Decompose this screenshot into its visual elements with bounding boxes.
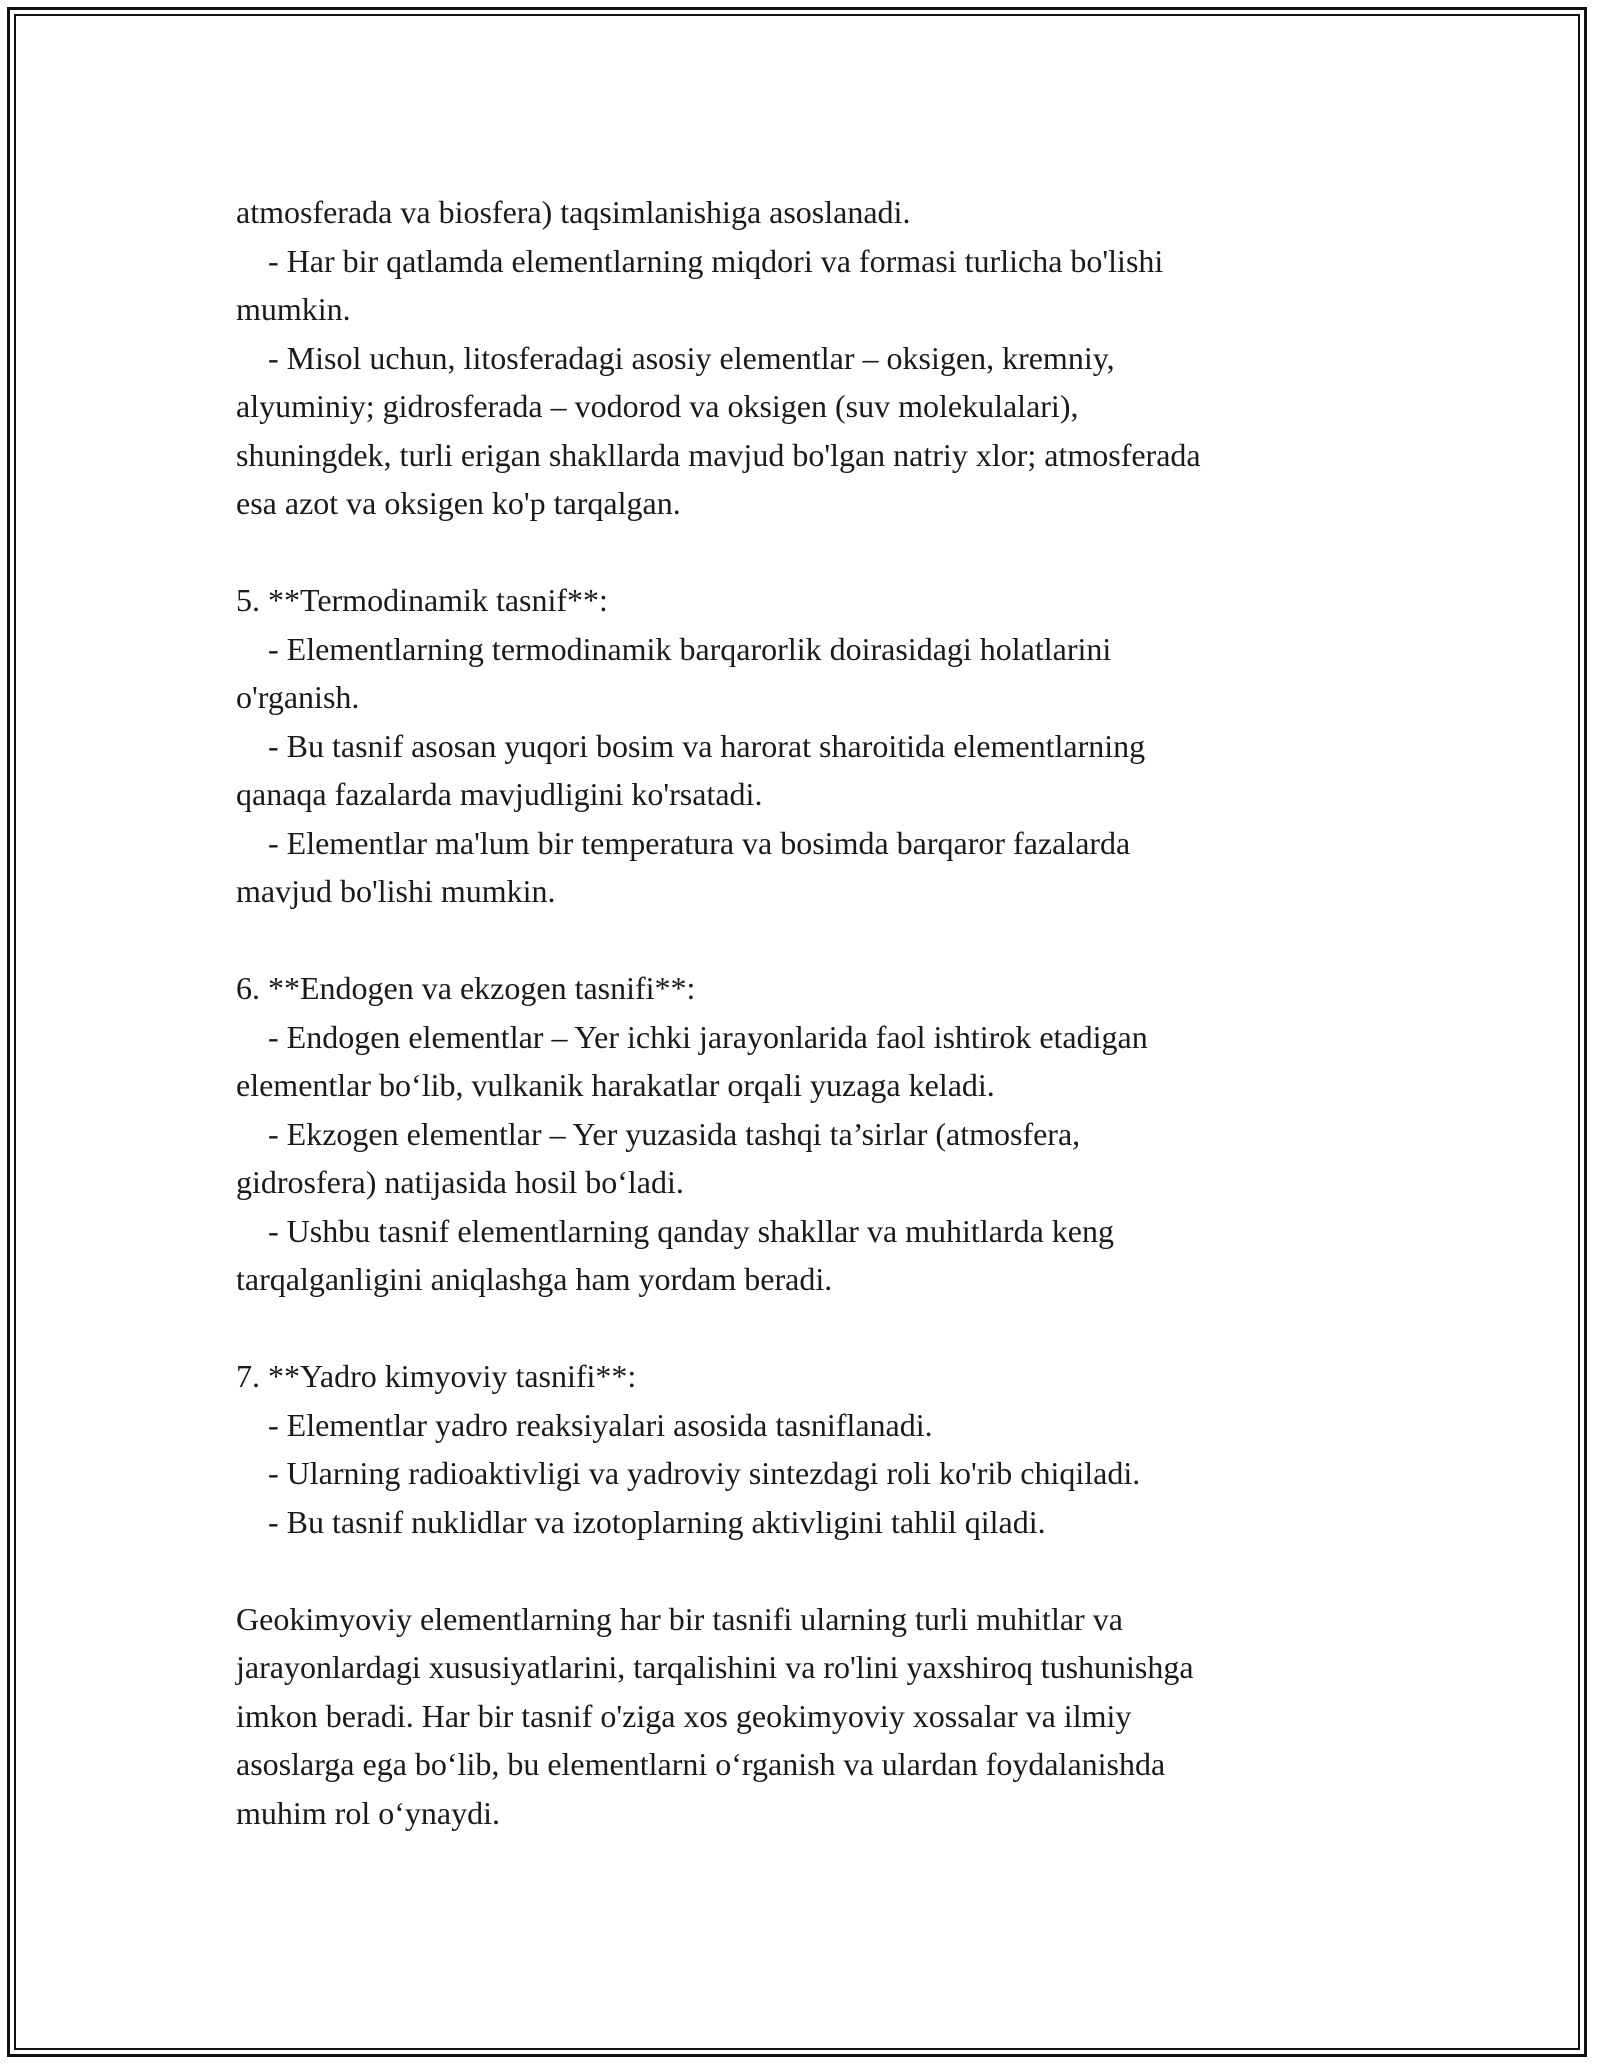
text-line: gidrosfera) natijasida hosil bo‘ladi. — [236, 1164, 684, 1200]
text-line: - Ularning radioaktivligi va yadroviy sintezdagi roli ko'rib chiqiladi. — [236, 1455, 1141, 1491]
document-body — [236, 188, 1366, 1837]
text-line: qanaqa fazalarda mavjudligini ko'rsatadi. — [236, 776, 763, 812]
text-line: - Bu tasnif nuklidlar va izotoplarning aktivligini tahlil qiladi. — [236, 1503, 1046, 1540]
text-line: tarqalganligini aniqlashga ham yordam beradi. — [236, 1261, 833, 1297]
blank-line — [236, 1304, 1366, 1353]
text-line: imkon beradi. Har bir tasnif o'ziga xos geokimyoviy xossalar va ilmiy — [236, 1697, 1132, 1734]
text-line: mavjud bo'lishi mumkin. — [236, 873, 556, 909]
text-line: muhim rol o‘ynaydi. — [236, 1794, 500, 1831]
text-line: 6. **Endogen va ekzogen tasnifi**: — [236, 970, 696, 1006]
blank-line — [236, 528, 1366, 577]
text-line: - Misol uchun, litosferadagi asosiy elementlar – oksigen, kremniy, — [236, 339, 1115, 376]
text-line: o'rganish. — [236, 679, 360, 715]
text-line: 7. **Yadro kimyoviy tasnifi**: — [236, 1358, 637, 1394]
text-line: - Endogen elementlar – Yer ichki jarayonlarida faol ishtirok etadigan — [236, 1018, 1148, 1055]
text-line: - Elementlar yadro reaksiyalari asosida tasniflanadi. — [236, 1406, 933, 1443]
text-line: asoslarga ega bo‘lib, bu elementlarni o‘rganish va ulardan foydalanishda — [236, 1746, 1166, 1782]
blank-line — [236, 916, 1366, 965]
text-line: 5. **Termodinamik tasnif**: — [236, 582, 608, 618]
text-line: - Elementlarning termodinamik barqarorlik doirasidagi holatlarini — [236, 630, 1112, 667]
text-line: - Ekzogen elementlar – Yer yuzasida tashqi ta’sirlar (atmosfera, — [236, 1115, 1081, 1152]
text-line: alyuminiy; gidrosferada – vodorod va oksigen (suv molekulalari), — [236, 388, 1079, 424]
text-line: atmosferada va biosfera) taqsimlanishiga asoslanadi. — [236, 194, 911, 230]
text-line: jarayonlardagi xususiyatlarini, tarqalishini va ro'lini yaxshiroq tushunishga — [236, 1649, 1194, 1685]
blank-line — [236, 1546, 1366, 1595]
text-line: esa azot va oksigen ko'p tarqalgan. — [236, 485, 681, 521]
text-line: - Ushbu tasnif elementlarning qanday shakllar va muhitlarda keng — [236, 1212, 1114, 1249]
text-line: Geokimyoviy elementlarning har bir tasnifi ularning turli muhitlar va — [236, 1600, 1123, 1637]
text-line: mumkin. — [236, 291, 351, 327]
text-line: - Elementlar ma'lum bir temperatura va bosimda barqaror fazalarda — [236, 824, 1131, 861]
text-line: shuningdek, turli erigan shakllarda mavjud bo'lgan natriy xlor; atmosferada — [236, 436, 1201, 473]
text-line: elementlar bo‘lib, vulkanik harakatlar orqali yuzaga keladi. — [236, 1067, 995, 1103]
text-line: - Har bir qatlamda elementlarning miqdori va formasi turlicha bo'lishi — [236, 242, 1164, 279]
text-line: - Bu tasnif asosan yuqori bosim va harorat sharoitida elementlarning — [236, 727, 1146, 764]
